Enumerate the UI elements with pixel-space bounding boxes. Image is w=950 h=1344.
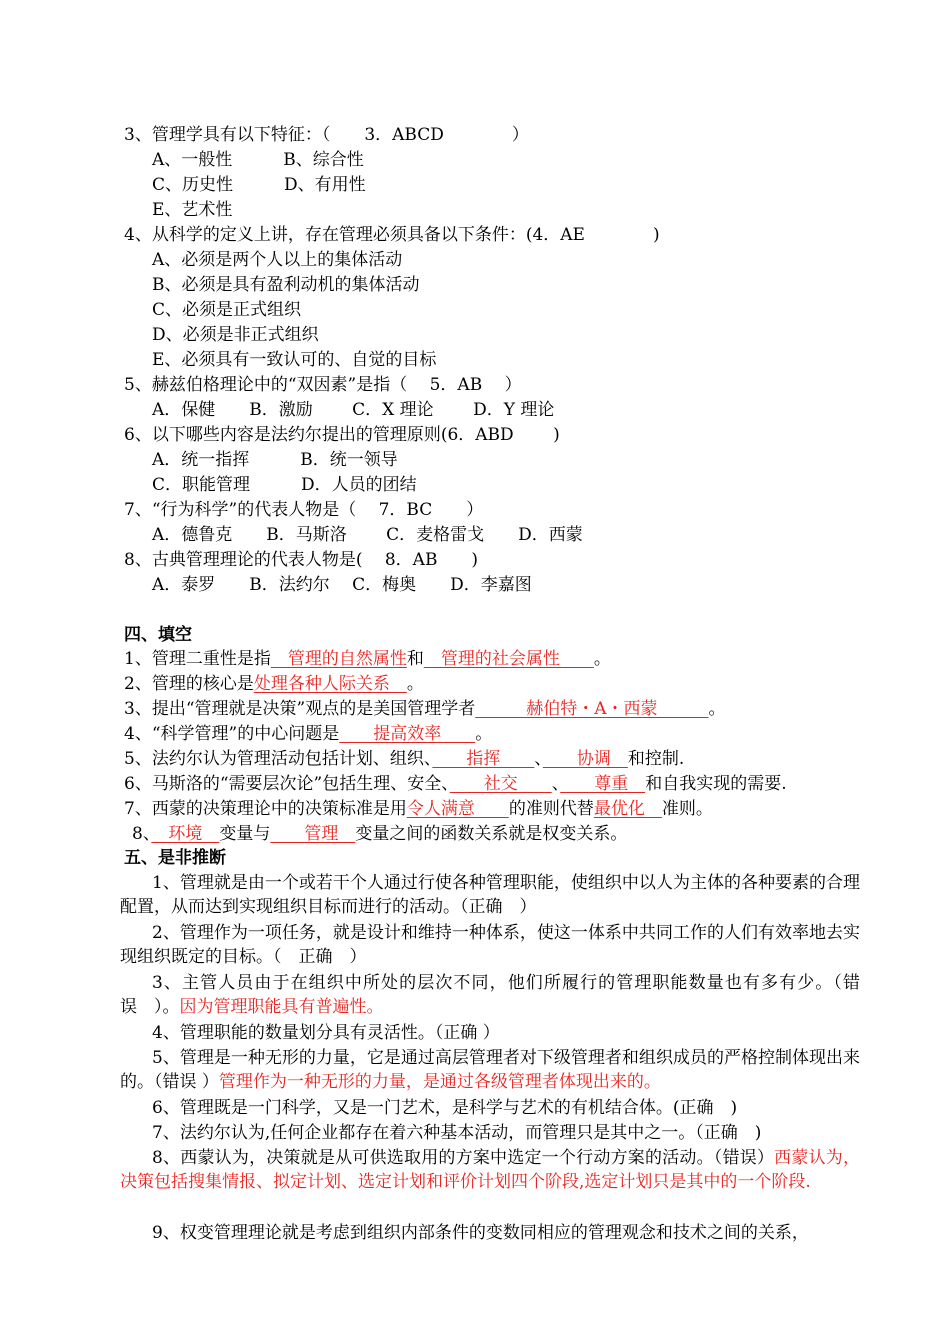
- tf-item-8: 8、西蒙认为，决策就是从可供选取用的方案中选定一个行动方案的活动。（错误）西蒙认为，决策包括搜集情报、拟定计划、选定计划和评价计划四个阶段,选定计划只是其中的一个阶段.: [120, 1148, 860, 1192]
- answer-blank: 管理的社会属性: [423, 649, 594, 669]
- q8-option-line: A．泰罗 B．法约尔 C．梅奥 D．李嘉图: [152, 575, 532, 595]
- answer-blank: 指挥: [432, 749, 535, 769]
- correction-note: 因为管理职能具有普遍性。: [179, 997, 384, 1017]
- q5-stem: 5、赫兹伯格理论中的“双因素”是指（ 5．AB ）: [124, 375, 522, 395]
- answer-blank: 提高效率: [339, 724, 476, 744]
- tf-item-6: 6、管理既是一门科学，又是一门艺术，是科学与艺术的有机结合体。(正确 ): [152, 1098, 738, 1118]
- tf-item-5: 5、管理是一种无形的力量，它是通过高层管理者对下级管理者和组织成员的严格控制体现出来的。（错误 ）管理作为一种无形的力量，是通过各级管理者体现出来的。: [120, 1048, 860, 1092]
- q4-option-line: A、必须是两个人以上的集体活动: [152, 250, 403, 270]
- answer-blank: 社交: [449, 774, 552, 794]
- answer-blank: 协调: [542, 749, 628, 769]
- q4-option-line: C、必须是正式组织: [152, 300, 302, 320]
- q4-option-line: B、必须是具有盈利动机的集体活动: [152, 275, 420, 295]
- q4-option-line: D、必须是非正式组织: [152, 325, 319, 345]
- tf-item-1: 1、管理就是由一个或若干个人通过行使各种管理职能，使组织中以人为主体的各种要素的合理配置，从而达到实现组织目标而进行的活动。（正确 ）: [120, 873, 860, 917]
- fill-item-2: 2、管理的核心是处理各种人际关系 。: [124, 674, 424, 694]
- q8-stem: 8、古典管理理论的代表人物是( 8．AB ): [124, 550, 479, 570]
- tf-item-2: 2、管理作为一项任务，就是设计和维持一种体系，使这一体系中共同工作的人们有效率地去实现组织既定的目标。（ 正确 ）: [120, 923, 860, 967]
- q3-stem: 3、管理学具有以下特征：（ 3．ABCD ）: [124, 125, 529, 145]
- correction-note: 西蒙认为，决策包括搜集情报、拟定计划、选定计划和评价计划四个阶段,选定计划只是其中的一个阶段.: [120, 1148, 860, 1192]
- answer-blank: 赫伯特・A・西蒙: [475, 699, 709, 719]
- q4-option-line: E、必须具有一致认可的、自觉的目标: [152, 350, 437, 370]
- fill-item-5: 5、法约尔认为管理活动包括计划、组织、 指挥 、 协调 和控制.: [124, 749, 685, 769]
- tf-item-9: 9、权变管理理论就是考虑到组织内部条件的变数同相应的管理观念和技术之间的关系，: [152, 1223, 809, 1243]
- answer-blank: 最优化: [593, 799, 662, 819]
- answer-blank: 处理各种人际关系: [253, 674, 407, 694]
- fill-item-4: 4、“科学管理”的中心问题是 提高效率 。: [124, 724, 493, 744]
- q6-option-line: A．统一指挥 B．统一领导: [152, 450, 398, 470]
- tf-item-7: 7、法约尔认为,任何企业都存在着六种基本活动，而管理只是其中之一。（正确 ): [152, 1123, 762, 1143]
- q3-option-line: E、艺术性: [152, 200, 233, 220]
- answer-blank: 令人满意: [406, 799, 509, 819]
- fill-heading: 四、填空: [124, 625, 192, 645]
- fill-item-8: 8、 环境 变量与 管理 变量之间的函数关系就是权变关系。: [132, 824, 628, 844]
- fill-item-1: 1、管理二重性是指 管理的自然属性和 管理的社会属性 。: [124, 649, 611, 669]
- q4-stem: 4、从科学的定义上讲，存在管理必须具备以下条件：(4．AE ): [124, 225, 660, 245]
- answer-blank: 尊重: [560, 774, 646, 794]
- q5-option-line: A．保健 B．激励 C．X 理论 D．Y 理论: [152, 400, 555, 420]
- fill-item-6: 6、马斯洛的“需要层次论”包括生理、安全、 社交 、 尊重 和自我实现的需要.: [124, 774, 787, 794]
- tf-heading: 五、是非推断: [124, 848, 226, 868]
- correction-note: 管理作为一种无形的力量，是通过各级管理者体现出来的。: [218, 1072, 661, 1092]
- q3-option-line: A、一般性 B、综合性: [152, 150, 364, 170]
- fill-item-3: 3、提出“管理就是决策”观点的是美国管理学者 赫伯特・A・西蒙 。: [124, 699, 726, 719]
- answer-blank: 管理: [270, 824, 356, 844]
- q3-option-line: C、历史性 D、有用性: [152, 175, 366, 195]
- q6-stem: 6、以下哪些内容是法约尔提出的管理原则(6．ABD ): [124, 425, 560, 445]
- tf-item-3: 3、主管人员由于在组织中所处的层次不同，他们所履行的管理职能数量也有多有少。（错误 ）。因为管理职能具有普遍性。: [120, 973, 860, 1017]
- tf-item-4: 4、管理职能的数量划分具有灵活性。（正确 ）: [152, 1023, 500, 1043]
- answer-blank: 环境: [151, 824, 220, 844]
- answer-blank: 管理的自然属性: [270, 649, 407, 669]
- q7-option-line: A．德鲁克 B．马斯洛 C．麦格雷戈 D．西蒙: [152, 525, 583, 545]
- q6-option-line: C．职能管理 D．人员的团结: [152, 475, 417, 495]
- fill-item-7: 7、西蒙的决策理论中的决策标准是用令人满意 的准则代替最优化 准则。: [124, 799, 713, 819]
- q7-stem: 7、“行为科学”的代表人物是（ 7．BC ）: [124, 500, 484, 520]
